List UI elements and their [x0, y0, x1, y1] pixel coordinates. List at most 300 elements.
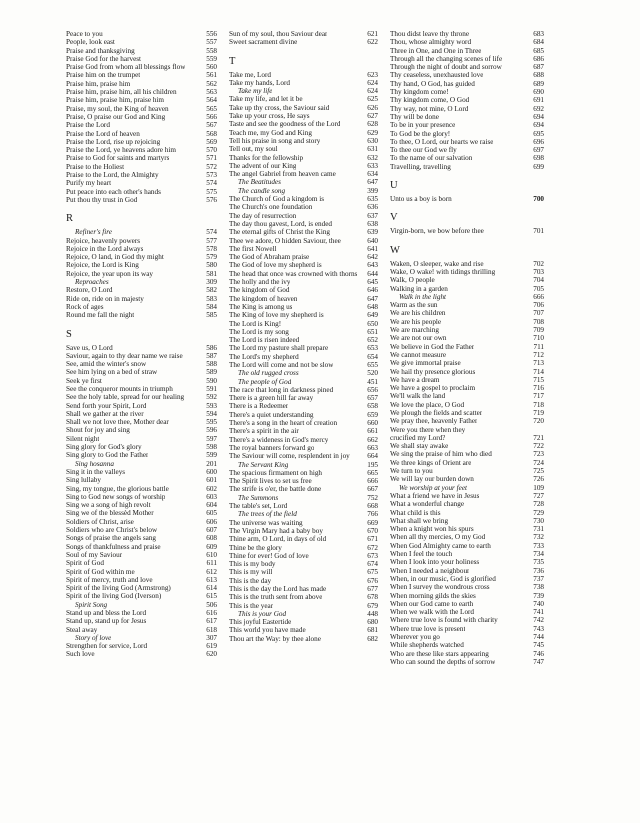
- entry-title: Tell out, my soul: [229, 145, 278, 154]
- index-entry: [229, 162, 378, 170]
- entry-number: 699: [533, 162, 544, 171]
- entry-title: Virgin-born, we bow before thee: [390, 227, 484, 236]
- index-alt-title-entry: [390, 293, 544, 301]
- entry-number: 620: [206, 650, 217, 659]
- entry-number: 661: [367, 427, 378, 436]
- entry-title: Soul of my Saviour: [66, 550, 123, 559]
- index-entry: [229, 361, 378, 369]
- entry-number: 580: [206, 261, 217, 270]
- entry-title: To the name of our salvation: [390, 154, 473, 163]
- index-entry: [66, 47, 217, 55]
- index-entry: [66, 534, 217, 542]
- index-entry: [229, 344, 378, 352]
- index-entry: [66, 88, 217, 96]
- entry-number: 645: [367, 278, 378, 287]
- entry-title: Thanks for the fellowship: [229, 153, 304, 162]
- entry-number: 660: [367, 419, 378, 428]
- section-letter: U: [390, 180, 398, 192]
- index-entry: [229, 195, 378, 203]
- entry-title: Praise to the Lord, the Almighty: [66, 171, 159, 180]
- entry-number: 683: [533, 30, 544, 38]
- entry-title: We believe in God the Father: [390, 342, 475, 351]
- entry-number: 712: [533, 350, 544, 359]
- index-entry: [229, 295, 378, 303]
- index-entry: [66, 171, 217, 179]
- entry-number: 644: [367, 269, 378, 278]
- entry-title: Praise him, praise him, praise him: [66, 96, 165, 105]
- index-entry: [390, 583, 544, 591]
- index-entry: [66, 80, 217, 88]
- index-alt-title-entry: [66, 634, 217, 642]
- entry-number: 604: [206, 501, 217, 510]
- index-entry: [390, 368, 544, 376]
- entry-title: What a wonderful change: [390, 500, 465, 509]
- index-alt-title-entry: [229, 369, 378, 377]
- entry-number: 739: [533, 591, 544, 600]
- entry-number: 601: [206, 476, 217, 485]
- entry-title: Through all the changing scenes of life: [390, 54, 503, 63]
- index-entry: [229, 145, 378, 153]
- index-entry: [390, 195, 544, 203]
- entry-number: 584: [206, 302, 217, 311]
- entry-number: 629: [367, 128, 378, 137]
- entry-number: 596: [206, 426, 217, 435]
- entry-title: Thou, whose almighty word: [390, 38, 472, 47]
- index-entry: [229, 320, 378, 328]
- index-entry: [390, 318, 544, 326]
- entry-title: We are his people: [390, 317, 442, 326]
- index-entry: [66, 113, 217, 121]
- index-entry: [66, 402, 217, 410]
- entry-number: 698: [533, 154, 544, 163]
- index-entry: [390, 30, 544, 38]
- entry-title: Praise, my soul, the King of heaven: [66, 104, 169, 113]
- index-entry: [390, 384, 544, 392]
- index-alt-title-entry: [229, 378, 378, 386]
- index-entry: [390, 88, 544, 96]
- entry-title: Songs of thankfulness and praise: [66, 542, 161, 551]
- entry-number: 703: [533, 267, 544, 276]
- entry-title: There is a Redeemer: [229, 402, 289, 411]
- entry-number: 642: [367, 253, 378, 262]
- entry-number: 654: [367, 352, 378, 361]
- entry-number: 706: [533, 301, 544, 310]
- entry-number: 720: [533, 417, 544, 426]
- index-entry: [229, 112, 378, 120]
- entry-title: Take me, Lord: [229, 70, 272, 79]
- index-entry: [66, 443, 217, 451]
- entry-number: 624: [367, 78, 378, 87]
- entry-number: 109: [533, 483, 544, 492]
- index-entry: [229, 635, 378, 643]
- entry-title: Restore, O Lord: [66, 286, 113, 295]
- entry-title: Praise to the Holiest: [66, 162, 125, 171]
- entry-number: 588: [206, 360, 217, 369]
- entry-title: The eternal gifts of Christ the King: [229, 228, 331, 237]
- entry-title: There is a green hill far away: [229, 394, 314, 403]
- entry-number: 567: [206, 121, 217, 130]
- index-entry: [66, 270, 217, 278]
- entry-number: 632: [367, 153, 378, 162]
- entry-number: 686: [533, 54, 544, 63]
- index-entry: [229, 245, 378, 253]
- entry-number: 701: [533, 227, 544, 236]
- entry-number: 625: [367, 95, 378, 104]
- entry-number: 586: [206, 343, 217, 352]
- section-letter: T: [229, 55, 236, 67]
- entry-title: We have a dream: [390, 375, 440, 384]
- index-entry: [66, 626, 217, 634]
- entry-title: Spirit Song: [75, 600, 108, 609]
- index-entry: [66, 303, 217, 311]
- index-entry: [390, 55, 544, 63]
- index-alt-title-entry: [229, 187, 378, 195]
- index-entry: [390, 500, 544, 508]
- entry-number: 578: [206, 244, 217, 253]
- entry-number: 622: [367, 38, 378, 47]
- entry-title: When all thy mercies, O my God: [390, 533, 486, 542]
- index-entry: [390, 442, 544, 450]
- entry-title: Unto us a boy is born: [390, 195, 452, 204]
- index-entry: [229, 552, 378, 560]
- entry-title: There's a wideness in God's mercy: [229, 435, 329, 444]
- entry-title: Strengthen for service, Lord: [66, 642, 148, 651]
- entry-title: When we walk with the Lord: [390, 608, 475, 617]
- index-entry: [66, 55, 217, 63]
- entry-number: 723: [533, 450, 544, 459]
- entry-title: What shall we bring: [390, 516, 449, 525]
- entry-number: 557: [206, 38, 217, 47]
- entry-number: 736: [533, 566, 544, 575]
- entry-number: 623: [367, 70, 378, 79]
- entry-title: The Lord's my shepherd: [229, 352, 299, 361]
- index-entry: [229, 311, 378, 319]
- section-letter: R: [66, 213, 74, 225]
- index-entry: [390, 268, 544, 276]
- entry-number: 560: [206, 63, 217, 72]
- entry-title: Thine be the glory: [229, 543, 282, 552]
- index-entry: [66, 154, 217, 162]
- index-entry: [229, 527, 378, 535]
- entry-number: 747: [533, 657, 544, 666]
- entry-title: Take my hands, Lord: [229, 78, 290, 87]
- entry-number: 687: [533, 63, 544, 72]
- index-entry: [66, 245, 217, 253]
- entry-title: The Lord will come and not be slow: [229, 360, 334, 369]
- index-entry: [390, 550, 544, 558]
- index-entry: [229, 560, 378, 568]
- index-entry: [390, 260, 544, 268]
- entry-number: 583: [206, 294, 217, 303]
- entry-number: 566: [206, 112, 217, 121]
- section-letter: W: [390, 244, 400, 256]
- index-entry: [229, 585, 378, 593]
- entry-title: Take my life: [238, 87, 273, 96]
- entry-number: 731: [533, 525, 544, 534]
- entry-title: Rejoice in the Lord always: [66, 244, 144, 253]
- entry-title: The spacious firmament on high: [229, 468, 323, 477]
- entry-title: Thy way, not mine, O Lord: [390, 104, 469, 113]
- entry-title: See, amid the winter's snow: [66, 360, 147, 369]
- entry-title: We have a gospel to proclaim: [390, 384, 476, 393]
- index-entry: [390, 558, 544, 566]
- index-entry: [66, 377, 217, 385]
- index-entry: [390, 525, 544, 533]
- index-entry: [229, 120, 378, 128]
- index-entry: [390, 138, 544, 146]
- entry-number: 643: [367, 261, 378, 270]
- entry-title: Thou art the Way: by thee alone: [229, 634, 321, 643]
- entry-title: Were you there when they: [390, 425, 466, 434]
- entry-number: 572: [206, 162, 217, 171]
- index-entry: [66, 96, 217, 104]
- entry-title: Praise God for the harvest: [66, 54, 142, 63]
- index-entry: [66, 642, 217, 650]
- entry-title: Shall we gather at the river: [66, 409, 144, 418]
- entry-number: 568: [206, 129, 217, 138]
- entry-title: Spirit of God: [66, 559, 104, 568]
- entry-title: There's a song in the heart of creation: [229, 419, 338, 428]
- entry-title: Wake, O wake! with tidings thrilling: [390, 267, 496, 276]
- entry-number: 569: [206, 137, 217, 146]
- entry-number: 657: [367, 394, 378, 403]
- entry-title: The God of love my shepherd is: [229, 261, 322, 270]
- entry-number: 634: [367, 170, 378, 179]
- entry-title: Reproaches: [75, 278, 109, 287]
- entry-number: 685: [533, 46, 544, 55]
- entry-number: 648: [367, 302, 378, 311]
- entry-number: 640: [367, 236, 378, 245]
- entry-title: This is my body: [229, 560, 276, 569]
- index-entry: [66, 121, 217, 129]
- entry-title: Praise to God for saints and martyrs: [66, 154, 170, 163]
- entry-title: Spirit of the living God (Armstrong): [66, 584, 171, 593]
- entry-title: The King of love my shepherd is: [229, 311, 324, 320]
- entry-number: 618: [206, 625, 217, 634]
- entry-title: The head that once was crowned with thorns: [229, 269, 358, 278]
- entry-number: 692: [533, 104, 544, 113]
- entry-number: 696: [533, 137, 544, 146]
- entry-title: Thy ceaseless, unexhausted love: [390, 71, 484, 80]
- entry-title: Tell his praise in song and story: [229, 136, 321, 145]
- entry-title: The advent of our King: [229, 161, 297, 170]
- entry-title: The kingdom of heaven: [229, 294, 298, 303]
- entry-title: Shout for joy and sing: [66, 426, 130, 435]
- index-alt-title-entry: [66, 460, 217, 468]
- entry-number: 562: [206, 79, 217, 88]
- index-alt-title-entry: [229, 510, 378, 518]
- index-entry: [229, 386, 378, 394]
- entry-title: Praise the Lord of heaven: [66, 129, 140, 138]
- index-entry: [66, 418, 217, 426]
- index-entry: [390, 517, 544, 525]
- entry-title: What child is this: [390, 508, 441, 517]
- index-entry: [66, 476, 217, 484]
- entry-number: 766: [367, 510, 378, 519]
- index-entry: [229, 419, 378, 427]
- entry-number: 735: [533, 558, 544, 567]
- index-entry: [229, 79, 378, 87]
- index-entry: [390, 301, 544, 309]
- index-alt-title-entry: [66, 228, 217, 236]
- entry-number: 721: [533, 433, 544, 442]
- entry-number: 671: [367, 535, 378, 544]
- entry-title: Taste and see the goodness of the Lord: [229, 120, 341, 129]
- entry-number: 556: [206, 30, 217, 38]
- entry-title: Sing to God new songs of worship: [66, 492, 166, 501]
- entry-title: Sing we a song of high revolt: [66, 501, 151, 510]
- entry-number: 603: [206, 492, 217, 501]
- entry-title: The old rugged cross: [238, 369, 299, 378]
- index-entry: [390, 80, 544, 88]
- entry-title: The Servant King: [238, 460, 289, 469]
- entry-number: 679: [367, 601, 378, 610]
- entry-number: 630: [367, 136, 378, 145]
- index-entry: [390, 343, 544, 351]
- index-entry: [390, 47, 544, 55]
- entry-number: 702: [533, 259, 544, 268]
- entry-number: 704: [533, 276, 544, 285]
- entry-number: 718: [533, 400, 544, 409]
- entry-number: 745: [533, 641, 544, 650]
- index-entry: [66, 179, 217, 187]
- index-entry: [229, 485, 378, 493]
- index-entry: [66, 410, 217, 418]
- entry-number: 610: [206, 550, 217, 559]
- entry-title: Rejoice, heavenly powers: [66, 236, 141, 245]
- entry-number: 668: [367, 502, 378, 511]
- entry-number: 559: [206, 54, 217, 63]
- index-entry: [229, 394, 378, 402]
- index-entry: [229, 212, 378, 220]
- entry-title: This is the truth sent from above: [229, 593, 323, 602]
- index-entry: [229, 203, 378, 211]
- index-entry: [229, 328, 378, 336]
- index-entry: [390, 351, 544, 359]
- index-entry: [229, 237, 378, 245]
- entry-title: Thy kingdom come, O God: [390, 96, 470, 105]
- entry-number: 732: [533, 533, 544, 542]
- entry-title: Sing glory to God the Father: [66, 451, 149, 460]
- index-entry: [229, 477, 378, 485]
- entry-title: When God Almighty came to earth: [390, 541, 491, 550]
- index-entry: [229, 602, 378, 610]
- index-entry: [390, 130, 544, 138]
- entry-title: We are his children: [390, 309, 446, 318]
- entry-number: 607: [206, 526, 217, 535]
- entry-title: Songs of praise the angels sang: [66, 534, 157, 543]
- index-entry: [390, 567, 544, 575]
- entry-title: Walk in the light: [399, 292, 447, 301]
- entry-title: Wherever you go: [390, 633, 440, 641]
- entry-title: The holly and the ivy: [229, 278, 291, 287]
- entry-number: 705: [533, 284, 544, 293]
- entry-title: Through the night of doubt and sorrow: [390, 63, 502, 72]
- index-entry: [66, 568, 217, 576]
- index-entry: [66, 609, 217, 617]
- index-entry: [390, 227, 544, 235]
- entry-number: 728: [533, 500, 544, 509]
- index-entry: [390, 616, 544, 624]
- entry-number: 717: [533, 392, 544, 401]
- index-entry: [66, 551, 217, 559]
- index-entry: [229, 228, 378, 236]
- entry-number: 399: [367, 186, 378, 195]
- entry-title: The royal banners forward go: [229, 443, 315, 452]
- entry-title: The angel Gabriel from heaven came: [229, 170, 336, 179]
- entry-title: The day thou gavest, Lord, is ended: [229, 219, 332, 228]
- entry-number: 708: [533, 317, 544, 326]
- entry-title: This is the day the Lord has made: [229, 585, 327, 593]
- entry-title: Sing, my tongue, the glorious battle: [66, 484, 169, 493]
- index-entry: [66, 71, 217, 79]
- entry-title: Sing we of the blessèd Mother: [66, 509, 154, 518]
- entry-number: 565: [206, 104, 217, 113]
- entry-title: We three kings of Orient are: [390, 458, 472, 467]
- entry-number: 662: [367, 435, 378, 444]
- entry-title: Stand up, stand up for Jesus: [66, 617, 147, 626]
- entry-number: 652: [367, 336, 378, 345]
- index-entry: [390, 326, 544, 334]
- entry-number: 201: [206, 459, 217, 468]
- entry-title: The Saviour will come, resplendent in joy: [229, 452, 350, 461]
- entry-number: 637: [367, 211, 378, 220]
- entry-number: 448: [367, 609, 378, 618]
- entry-number: 682: [367, 634, 378, 643]
- entry-number: 666: [367, 477, 378, 486]
- entry-number: 727: [533, 491, 544, 500]
- index-entry: [66, 138, 217, 146]
- index-entry: [229, 436, 378, 444]
- entry-number: 714: [533, 367, 544, 376]
- index-entry: [66, 261, 217, 269]
- index-alt-title-entry: [66, 278, 217, 286]
- entry-title: Three in One, and One in Three: [390, 46, 482, 55]
- entry-number: 621: [367, 30, 378, 38]
- entry-title: When, in our music, God is glorified: [390, 574, 496, 583]
- index-entry: [66, 188, 217, 196]
- entry-title: This is your God: [238, 609, 287, 618]
- entry-title: Teach me, my God and King: [229, 128, 312, 137]
- index-entry: [66, 253, 217, 261]
- entry-number: 678: [367, 593, 378, 602]
- index-entry: [66, 493, 217, 501]
- entry-title: Where true love is present: [390, 624, 466, 633]
- index-entry: [66, 526, 217, 534]
- entry-title: Praise him on the trumpet: [66, 71, 141, 80]
- entry-number: 743: [533, 624, 544, 633]
- entry-number: 709: [533, 326, 544, 335]
- entry-title: Praise the Lord: [66, 121, 110, 130]
- entry-title: Soldiers who are Christ's below: [66, 526, 158, 535]
- entry-number: 614: [206, 584, 217, 593]
- entry-number: 675: [367, 568, 378, 577]
- entry-number: 737: [533, 574, 544, 583]
- entry-number: 641: [367, 244, 378, 253]
- index-entry: [390, 392, 544, 400]
- entry-number: 520: [367, 369, 378, 378]
- index-alt-title-entry: [229, 494, 378, 502]
- entry-title: Purify my heart: [66, 179, 112, 188]
- entry-number: 600: [206, 467, 217, 476]
- entry-number: 707: [533, 309, 544, 318]
- entry-title: We are marching: [390, 326, 439, 335]
- entry-number: 587: [206, 351, 217, 360]
- index-entry: [66, 146, 217, 154]
- entry-title: When I needed a neighbour: [390, 566, 470, 575]
- entry-number: 689: [533, 79, 544, 88]
- index-entry: [229, 411, 378, 419]
